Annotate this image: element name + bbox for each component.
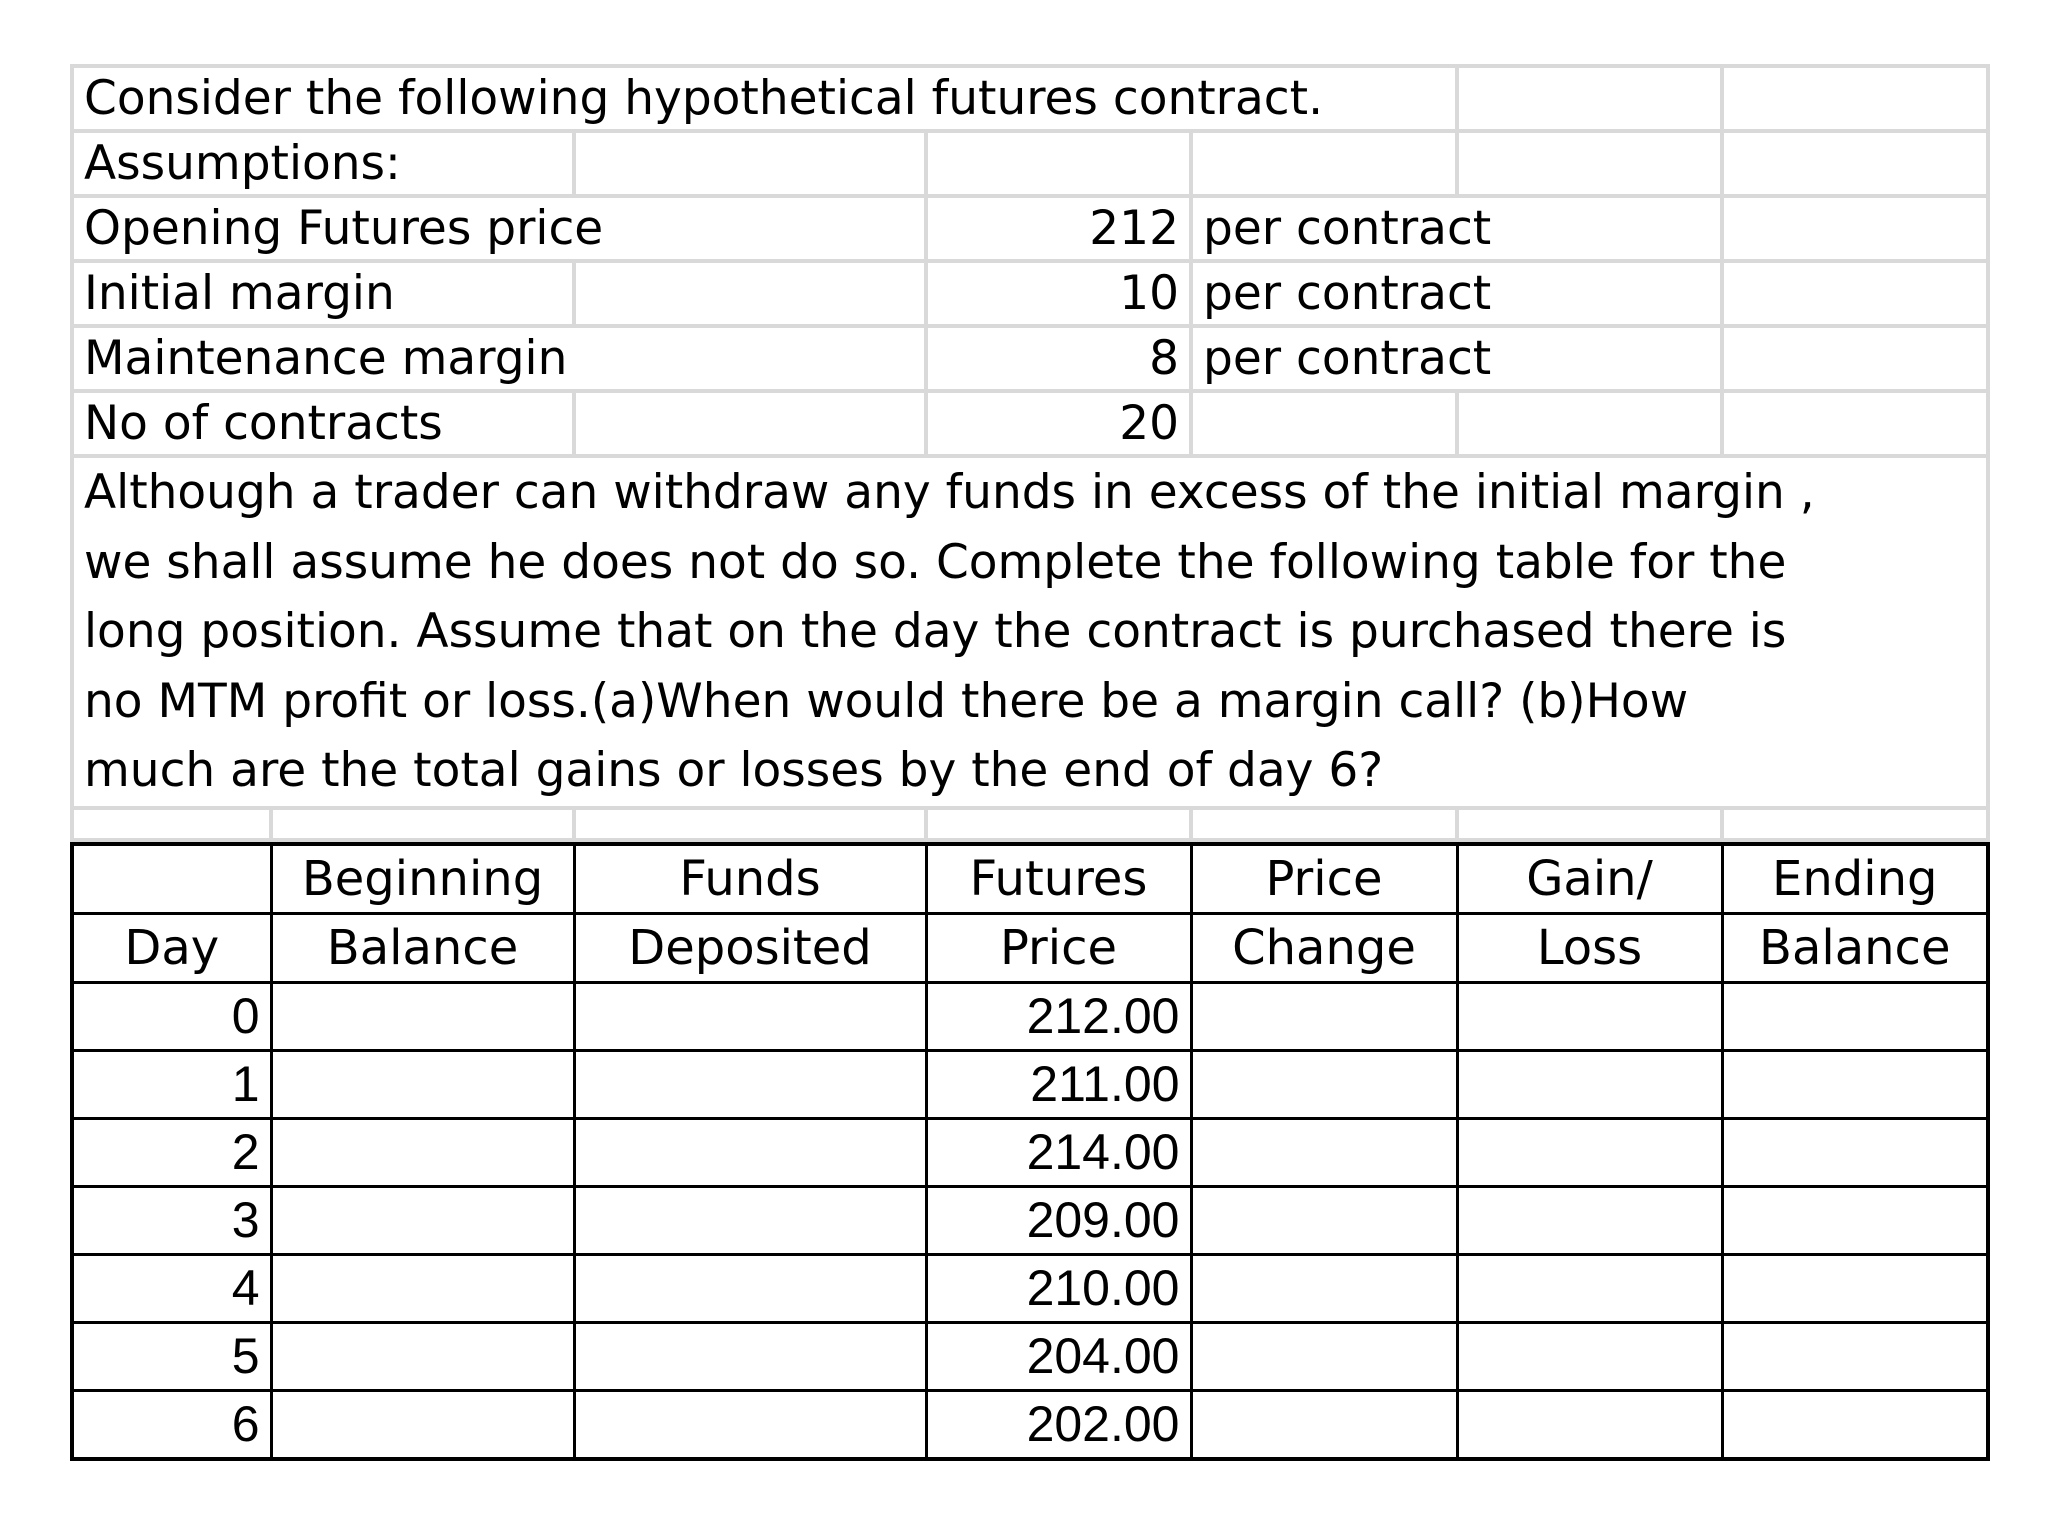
ending-balance-cell[interactable] <box>1722 1390 1988 1459</box>
funds-deposited-cell[interactable] <box>574 1322 926 1390</box>
empty-cell[interactable] <box>1457 131 1722 196</box>
funds-deposited-cell[interactable] <box>574 1050 926 1118</box>
beginning-balance-cell[interactable] <box>271 1186 574 1254</box>
assumptions-label[interactable]: Assumptions: <box>72 131 574 196</box>
empty-cell[interactable] <box>1457 391 1722 456</box>
empty-cell[interactable] <box>1191 131 1457 196</box>
assumption-unit[interactable]: per contract <box>1191 196 1722 261</box>
assumption-value[interactable]: 20 <box>926 391 1191 456</box>
futures-price-cell[interactable]: 211.00 <box>926 1050 1191 1118</box>
paragraph-line: long position. Assume that on the day the contract is purchased there is <box>84 604 1787 659</box>
assumption-value[interactable]: 212 <box>926 196 1191 261</box>
header-cell-bottom[interactable]: Deposited <box>574 913 926 982</box>
paragraph-line: much are the total gains or losses by the end of day 6? <box>84 743 1384 798</box>
header-cell-top[interactable]: Price <box>1191 844 1457 914</box>
price-change-cell[interactable] <box>1191 1118 1457 1186</box>
futures-price-cell[interactable]: 210.00 <box>926 1254 1191 1322</box>
empty-cell[interactable] <box>574 391 926 456</box>
table-row <box>72 1254 1988 1322</box>
header-cell-top[interactable]: Funds <box>574 844 926 914</box>
assumption-label[interactable]: Initial margin <box>72 261 574 326</box>
empty-cell[interactable] <box>574 131 926 196</box>
paragraph-line: we shall assume he does not do so. Complete the following table for the <box>84 534 1787 590</box>
header-cell-bottom[interactable]: Balance <box>1722 913 1988 982</box>
ending-balance-cell[interactable] <box>1722 1118 1988 1186</box>
day-cell[interactable]: 0 <box>72 982 271 1050</box>
ending-balance-cell[interactable] <box>1722 1254 1988 1322</box>
table-row <box>72 1050 1988 1118</box>
funds-deposited-cell[interactable] <box>574 1254 926 1322</box>
header-cell-top[interactable]: Ending <box>1722 844 1988 914</box>
assumptions-grid <box>70 64 1990 842</box>
day-cell[interactable]: 3 <box>72 1186 271 1254</box>
header-cell-bottom[interactable]: Balance <box>271 913 574 982</box>
paragraph-line: Although a trader can withdraw any funds in excess of the initial margin , <box>84 465 1815 520</box>
futures-price-cell[interactable]: 204.00 <box>926 1322 1191 1390</box>
beginning-balance-cell[interactable] <box>271 1118 574 1186</box>
price-change-cell[interactable] <box>1191 1254 1457 1322</box>
gain-loss-cell[interactable] <box>1457 1118 1722 1186</box>
paragraph-line: no MTM profit or loss.(a)When would there be a margin call? (b)How <box>84 673 1689 729</box>
header-cell-bottom[interactable]: Price <box>926 913 1191 982</box>
empty-cell[interactable] <box>1457 66 1722 131</box>
beginning-balance-cell[interactable] <box>271 1322 574 1390</box>
table-row <box>72 1322 1988 1390</box>
ending-balance-cell[interactable] <box>1722 1050 1988 1118</box>
header-cell-bottom[interactable]: Change <box>1191 913 1457 982</box>
header-day[interactable]: Day <box>72 913 271 982</box>
gain-loss-cell[interactable] <box>1457 1186 1722 1254</box>
price-change-cell[interactable] <box>1191 982 1457 1050</box>
day-cell[interactable]: 4 <box>72 1254 271 1322</box>
intro-title[interactable]: Consider the following hypothetical futures contract. <box>72 66 1457 131</box>
empty-cell[interactable] <box>271 808 574 840</box>
day-cell[interactable]: 2 <box>72 1118 271 1186</box>
empty-cell[interactable] <box>926 131 1191 196</box>
gain-loss-cell[interactable] <box>1457 1050 1722 1118</box>
empty-cell[interactable] <box>1722 66 1988 131</box>
empty-cell[interactable] <box>1722 391 1988 456</box>
empty-cell[interactable] <box>1722 261 1988 326</box>
beginning-balance-cell[interactable] <box>271 1390 574 1459</box>
table-row <box>72 1390 1988 1459</box>
assumption-label[interactable]: Maintenance margin <box>72 326 926 391</box>
funds-deposited-cell[interactable] <box>574 982 926 1050</box>
funds-deposited-cell[interactable] <box>574 1186 926 1254</box>
empty-cell[interactable] <box>926 808 1191 840</box>
table-row <box>72 982 1988 1050</box>
price-change-cell[interactable] <box>1191 1322 1457 1390</box>
empty-cell[interactable] <box>1722 131 1988 196</box>
header-cell-top[interactable]: Beginning <box>271 844 574 914</box>
empty-cell[interactable] <box>1457 808 1722 840</box>
header-cell-top[interactable]: Gain/ <box>1457 844 1722 914</box>
table-row <box>72 1186 1988 1254</box>
empty-cell[interactable] <box>1722 326 1988 391</box>
gain-loss-cell[interactable] <box>1457 982 1722 1050</box>
assumption-value[interactable]: 10 <box>926 261 1191 326</box>
futures-price-cell[interactable]: 209.00 <box>926 1186 1191 1254</box>
beginning-balance-cell[interactable] <box>271 982 574 1050</box>
day-cell[interactable]: 5 <box>72 1322 271 1390</box>
gain-loss-cell[interactable] <box>1457 1322 1722 1390</box>
price-change-cell[interactable] <box>1191 1186 1457 1254</box>
spreadsheet <box>70 64 1986 1461</box>
header-cell-top[interactable]: Futures <box>926 844 1191 914</box>
assumption-value[interactable]: 8 <box>926 326 1191 391</box>
instructions-paragraph[interactable] <box>72 456 1988 808</box>
empty-cell[interactable] <box>1722 808 1988 840</box>
assumption-label[interactable]: Opening Futures price <box>72 196 926 261</box>
empty-cell[interactable] <box>1191 808 1457 840</box>
gain-loss-cell[interactable] <box>1457 1254 1722 1322</box>
futures-price-cell[interactable]: 202.00 <box>926 1390 1191 1459</box>
gain-loss-cell[interactable] <box>1457 1390 1722 1459</box>
assumption-unit[interactable]: per contract <box>1191 261 1722 326</box>
funds-deposited-cell[interactable] <box>574 1390 926 1459</box>
funds-deposited-cell[interactable] <box>574 1118 926 1186</box>
beginning-balance-cell[interactable] <box>271 1254 574 1322</box>
day-cell[interactable]: 1 <box>72 1050 271 1118</box>
price-change-cell[interactable] <box>1191 1390 1457 1459</box>
assumption-label[interactable]: No of contracts <box>72 391 574 456</box>
day-cell[interactable]: 6 <box>72 1390 271 1459</box>
margin-account-table <box>70 842 1990 1461</box>
ending-balance-cell[interactable] <box>1722 1322 1988 1390</box>
beginning-balance-cell[interactable] <box>271 1050 574 1118</box>
ending-balance-cell[interactable] <box>1722 982 1988 1050</box>
price-change-cell[interactable] <box>1191 1050 1457 1118</box>
table-row <box>72 1118 1988 1186</box>
header-cell-bottom[interactable]: Loss <box>1457 913 1722 982</box>
ending-balance-cell[interactable] <box>1722 1186 1988 1254</box>
header-cell-top[interactable] <box>72 844 271 914</box>
empty-cell[interactable] <box>1191 391 1457 456</box>
futures-price-cell[interactable]: 212.00 <box>926 982 1191 1050</box>
empty-cell[interactable] <box>72 808 271 840</box>
assumption-unit[interactable]: per contract <box>1191 326 1722 391</box>
futures-price-cell[interactable]: 214.00 <box>926 1118 1191 1186</box>
empty-cell[interactable] <box>574 808 926 840</box>
empty-cell[interactable] <box>1722 196 1988 261</box>
empty-cell[interactable] <box>574 261 926 326</box>
